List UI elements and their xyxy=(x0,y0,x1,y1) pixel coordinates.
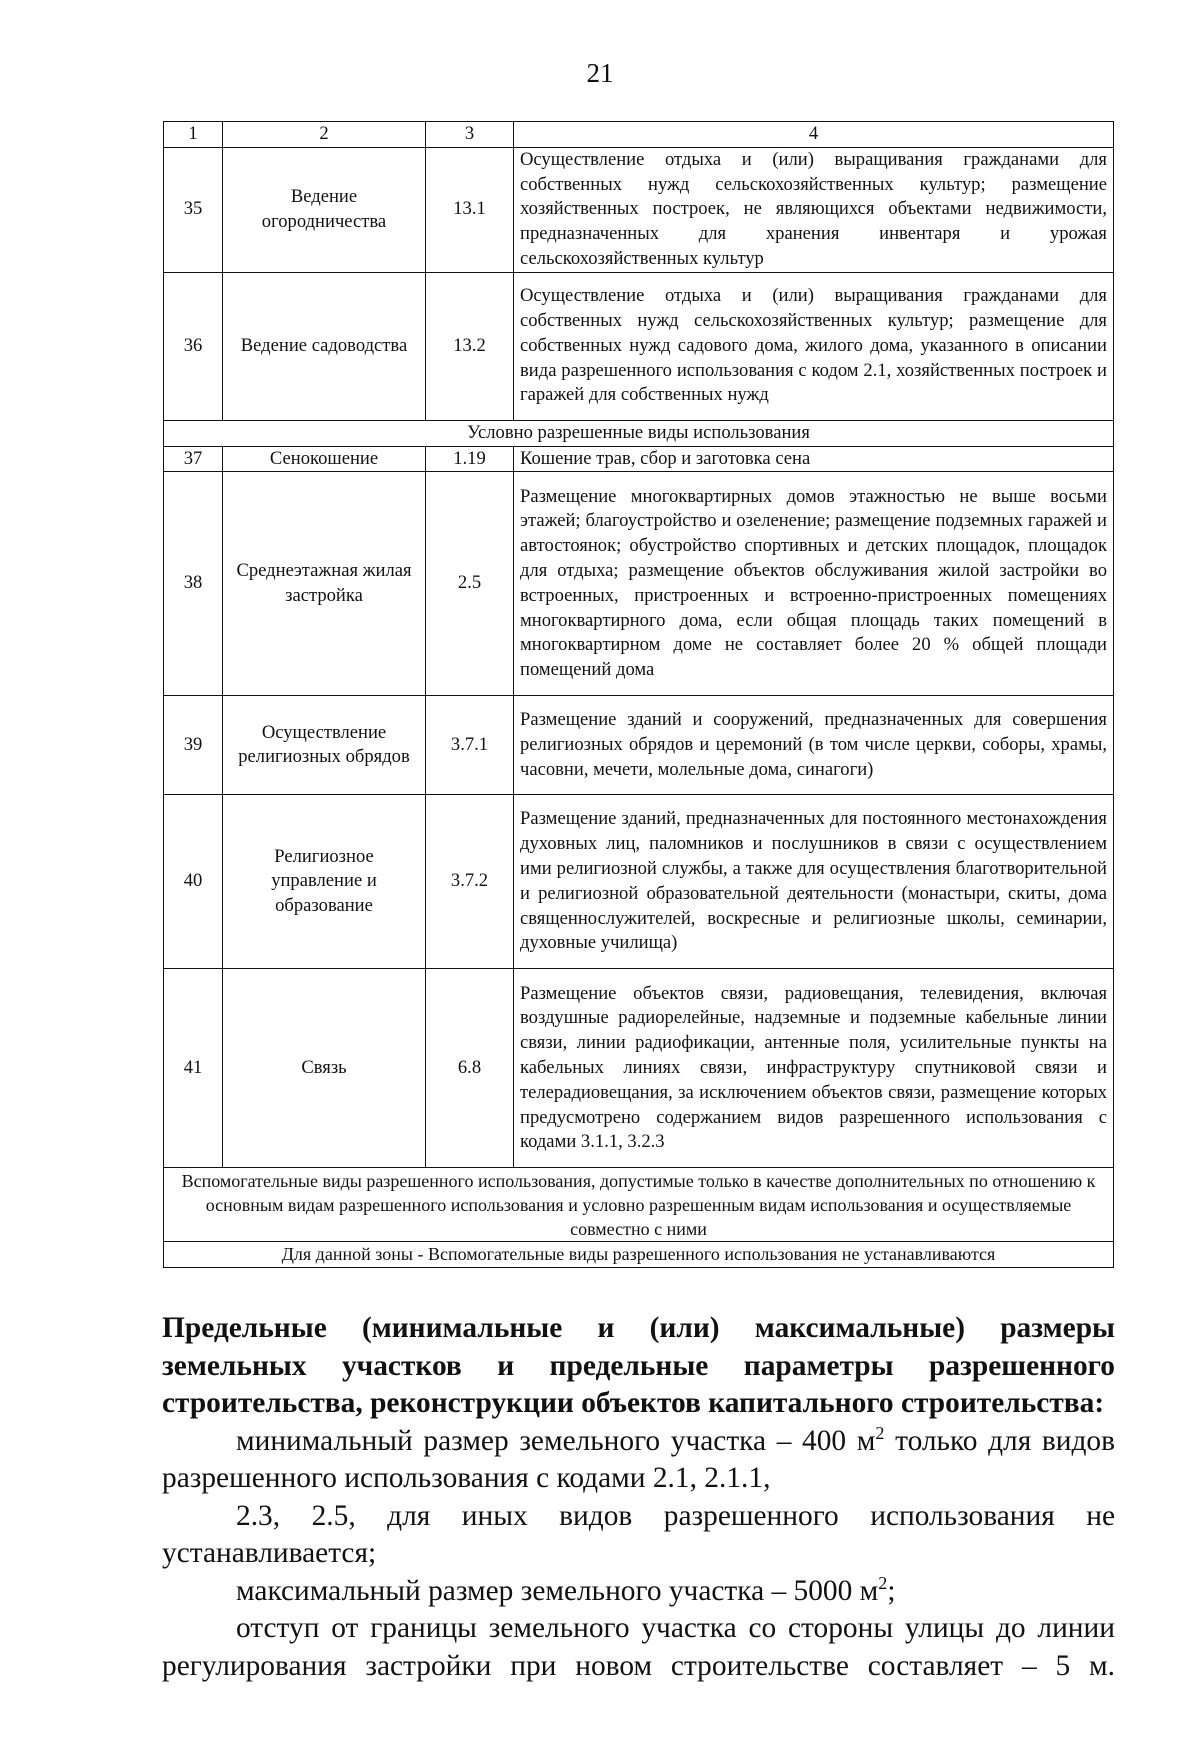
use-type-name: Среднеэтажная жилая застройка xyxy=(223,472,426,696)
setback-text: отступ от границы земельного участка со стороны улицы до линии регулирования застройки при новом строительстве составляет – 5 м. xyxy=(162,1612,1115,1682)
min-size-text: минимальный размер земельного участка – 400 м xyxy=(236,1424,876,1457)
codes-text: 2.3, 2.5, для иных видов разрешенного использования не устанавливается; xyxy=(162,1499,1115,1569)
table-row xyxy=(164,472,1114,696)
use-type-code: 3.7.2 xyxy=(426,795,514,969)
use-type-code: 13.1 xyxy=(426,147,514,272)
header-col-4: 4 xyxy=(514,122,1114,148)
use-type-code: 13.2 xyxy=(426,272,514,420)
use-type-description: Размещение многоквартирных домов этажностью не выше восьми этажей; благоустройство и озеленение; размещение подземных гаражей и автостоянок; обустройство спортивных и детских площадок, площадок для отдыха; размещение объектов обслуживания жилой застройки во встроенных, пристроенных и встроенно-пристроенных помещениях многоквартирного дома, если общая площадь таких помещений в многоквартирном доме не составляет более 20 % общей площади помещений дома xyxy=(514,472,1114,696)
parameters-heading-text: Предельные (минимальные и (или) максимальные) размеры земельных участков и предельные параметры разрешенного строительства, реконструкции объектов капитального строительства: xyxy=(162,1312,1115,1419)
auxiliary-uses-note: Для данной зоны - Вспомогательные виды разрешенного использования не устанавливаются xyxy=(164,1242,1114,1268)
table-row xyxy=(164,795,1114,969)
use-type-name: Религиозное управление и образование xyxy=(223,795,426,969)
header-col-1: 1 xyxy=(164,122,223,148)
note-row xyxy=(164,1242,1114,1268)
header-col-2: 2 xyxy=(223,122,426,148)
use-type-description: Размещение объектов связи, радиовещания, телевидения, включая воздушные радиорелейные, надземные и подземные кабельные линии связи, линии радиофикации, антенные поля, усилительные пункты на кабельных линиях связи, инфраструктуру спутниковой связи и телерадиовещания, за исключением объектов связи, размещение которых предусмотрено содержанием видов разрешенного использования с кодами 3.1.1, 3.2.3 xyxy=(514,969,1114,1168)
page-number: 21 xyxy=(586,58,614,88)
row-number: 36 xyxy=(164,272,223,420)
section-row xyxy=(164,1168,1114,1242)
table-row xyxy=(164,969,1114,1168)
use-type-name: Ведение огородничества xyxy=(223,147,426,272)
section-row xyxy=(164,420,1114,446)
use-type-description: Осуществление отдыха и (или) выращивания гражданами для собственных нужд сельскохозяйственных культур; размещение для собственных нужд садового дома, жилого дома, указанного в описании вида разрешенного использования с кодом 2.1, хозяйственных построек и гаражей для собственных нужд xyxy=(514,272,1114,420)
use-type-description: Размещение зданий, предназначенных для постоянного местонахождения духовных лиц, паломников и послушников в связи с осуществлением ими религиозной службы, а также для осуществления благотворительной и религиозной образовательной деятельности (монастыри, скиты, дома священнослужителей, воскресные и религиозные школы, семинарии, духовные училища) xyxy=(514,795,1114,969)
max-size-text-end: ; xyxy=(887,1574,896,1607)
row-number: 37 xyxy=(164,446,223,472)
max-size-unit-sup: 2 xyxy=(878,1572,888,1593)
header-col-3: 3 xyxy=(426,122,514,148)
min-size-paragraph xyxy=(162,1423,1115,1498)
row-number: 39 xyxy=(164,696,223,795)
use-type-name: Сенокошение xyxy=(223,446,426,472)
use-type-code: 2.5 xyxy=(426,472,514,696)
parameters-heading xyxy=(162,1310,1115,1423)
row-number: 35 xyxy=(164,147,223,272)
land-use-table xyxy=(163,121,1114,1268)
use-type-name: Связь xyxy=(223,969,426,1168)
row-number: 40 xyxy=(164,795,223,969)
use-type-description: Кошение трав, сбор и заготовка сена xyxy=(514,446,1114,472)
row-number: 41 xyxy=(164,969,223,1168)
use-type-code: 3.7.1 xyxy=(426,696,514,795)
codes-paragraph xyxy=(162,1498,1115,1573)
use-type-description: Размещение зданий и сооружений, предназначенных для совершения религиозных обрядов и церемоний (в том числе церкви, соборы, храмы, часовни, мечети, молельные дома, синагоги) xyxy=(514,696,1114,795)
table-row xyxy=(164,147,1114,272)
table-row xyxy=(164,272,1114,420)
row-number: 38 xyxy=(164,472,223,696)
max-size-text: максимальный размер земельного участка – 5000 м xyxy=(236,1574,879,1607)
max-size-paragraph xyxy=(162,1573,1115,1611)
use-type-description: Осуществление отдыха и (или) выращивания гражданами для собственных нужд сельскохозяйственных культур; размещение хозяйственных построек, не являющихся объектами недвижимости, предназначенных для хранения инвентаря и урожая сельскохозяйственных культур xyxy=(514,147,1114,272)
min-size-unit-sup: 2 xyxy=(875,1422,885,1443)
table-row xyxy=(164,696,1114,795)
min-size-text-cont: только для видов разрешенного использования с кодами 2.1, 2.1.1, xyxy=(162,1424,1115,1494)
use-type-name: Осуществление религиозных обрядов xyxy=(223,696,426,795)
use-type-code: 1.19 xyxy=(426,446,514,472)
table-header-row xyxy=(164,122,1114,148)
conditional-uses-title: Условно разрешенные виды использования xyxy=(164,420,1114,446)
table-row xyxy=(164,446,1114,472)
use-type-name: Ведение садоводства xyxy=(223,272,426,420)
setback-paragraph xyxy=(162,1610,1115,1685)
parameters-section xyxy=(162,1310,1115,1685)
use-type-code: 6.8 xyxy=(426,969,514,1168)
auxiliary-uses-title: Вспомогательные виды разрешенного использования, допустимые только в качестве дополнительных по отношению к основным видам разрешенного использования и условно разрешенным видам использования и осуществляемые совместно с ними xyxy=(164,1168,1114,1242)
